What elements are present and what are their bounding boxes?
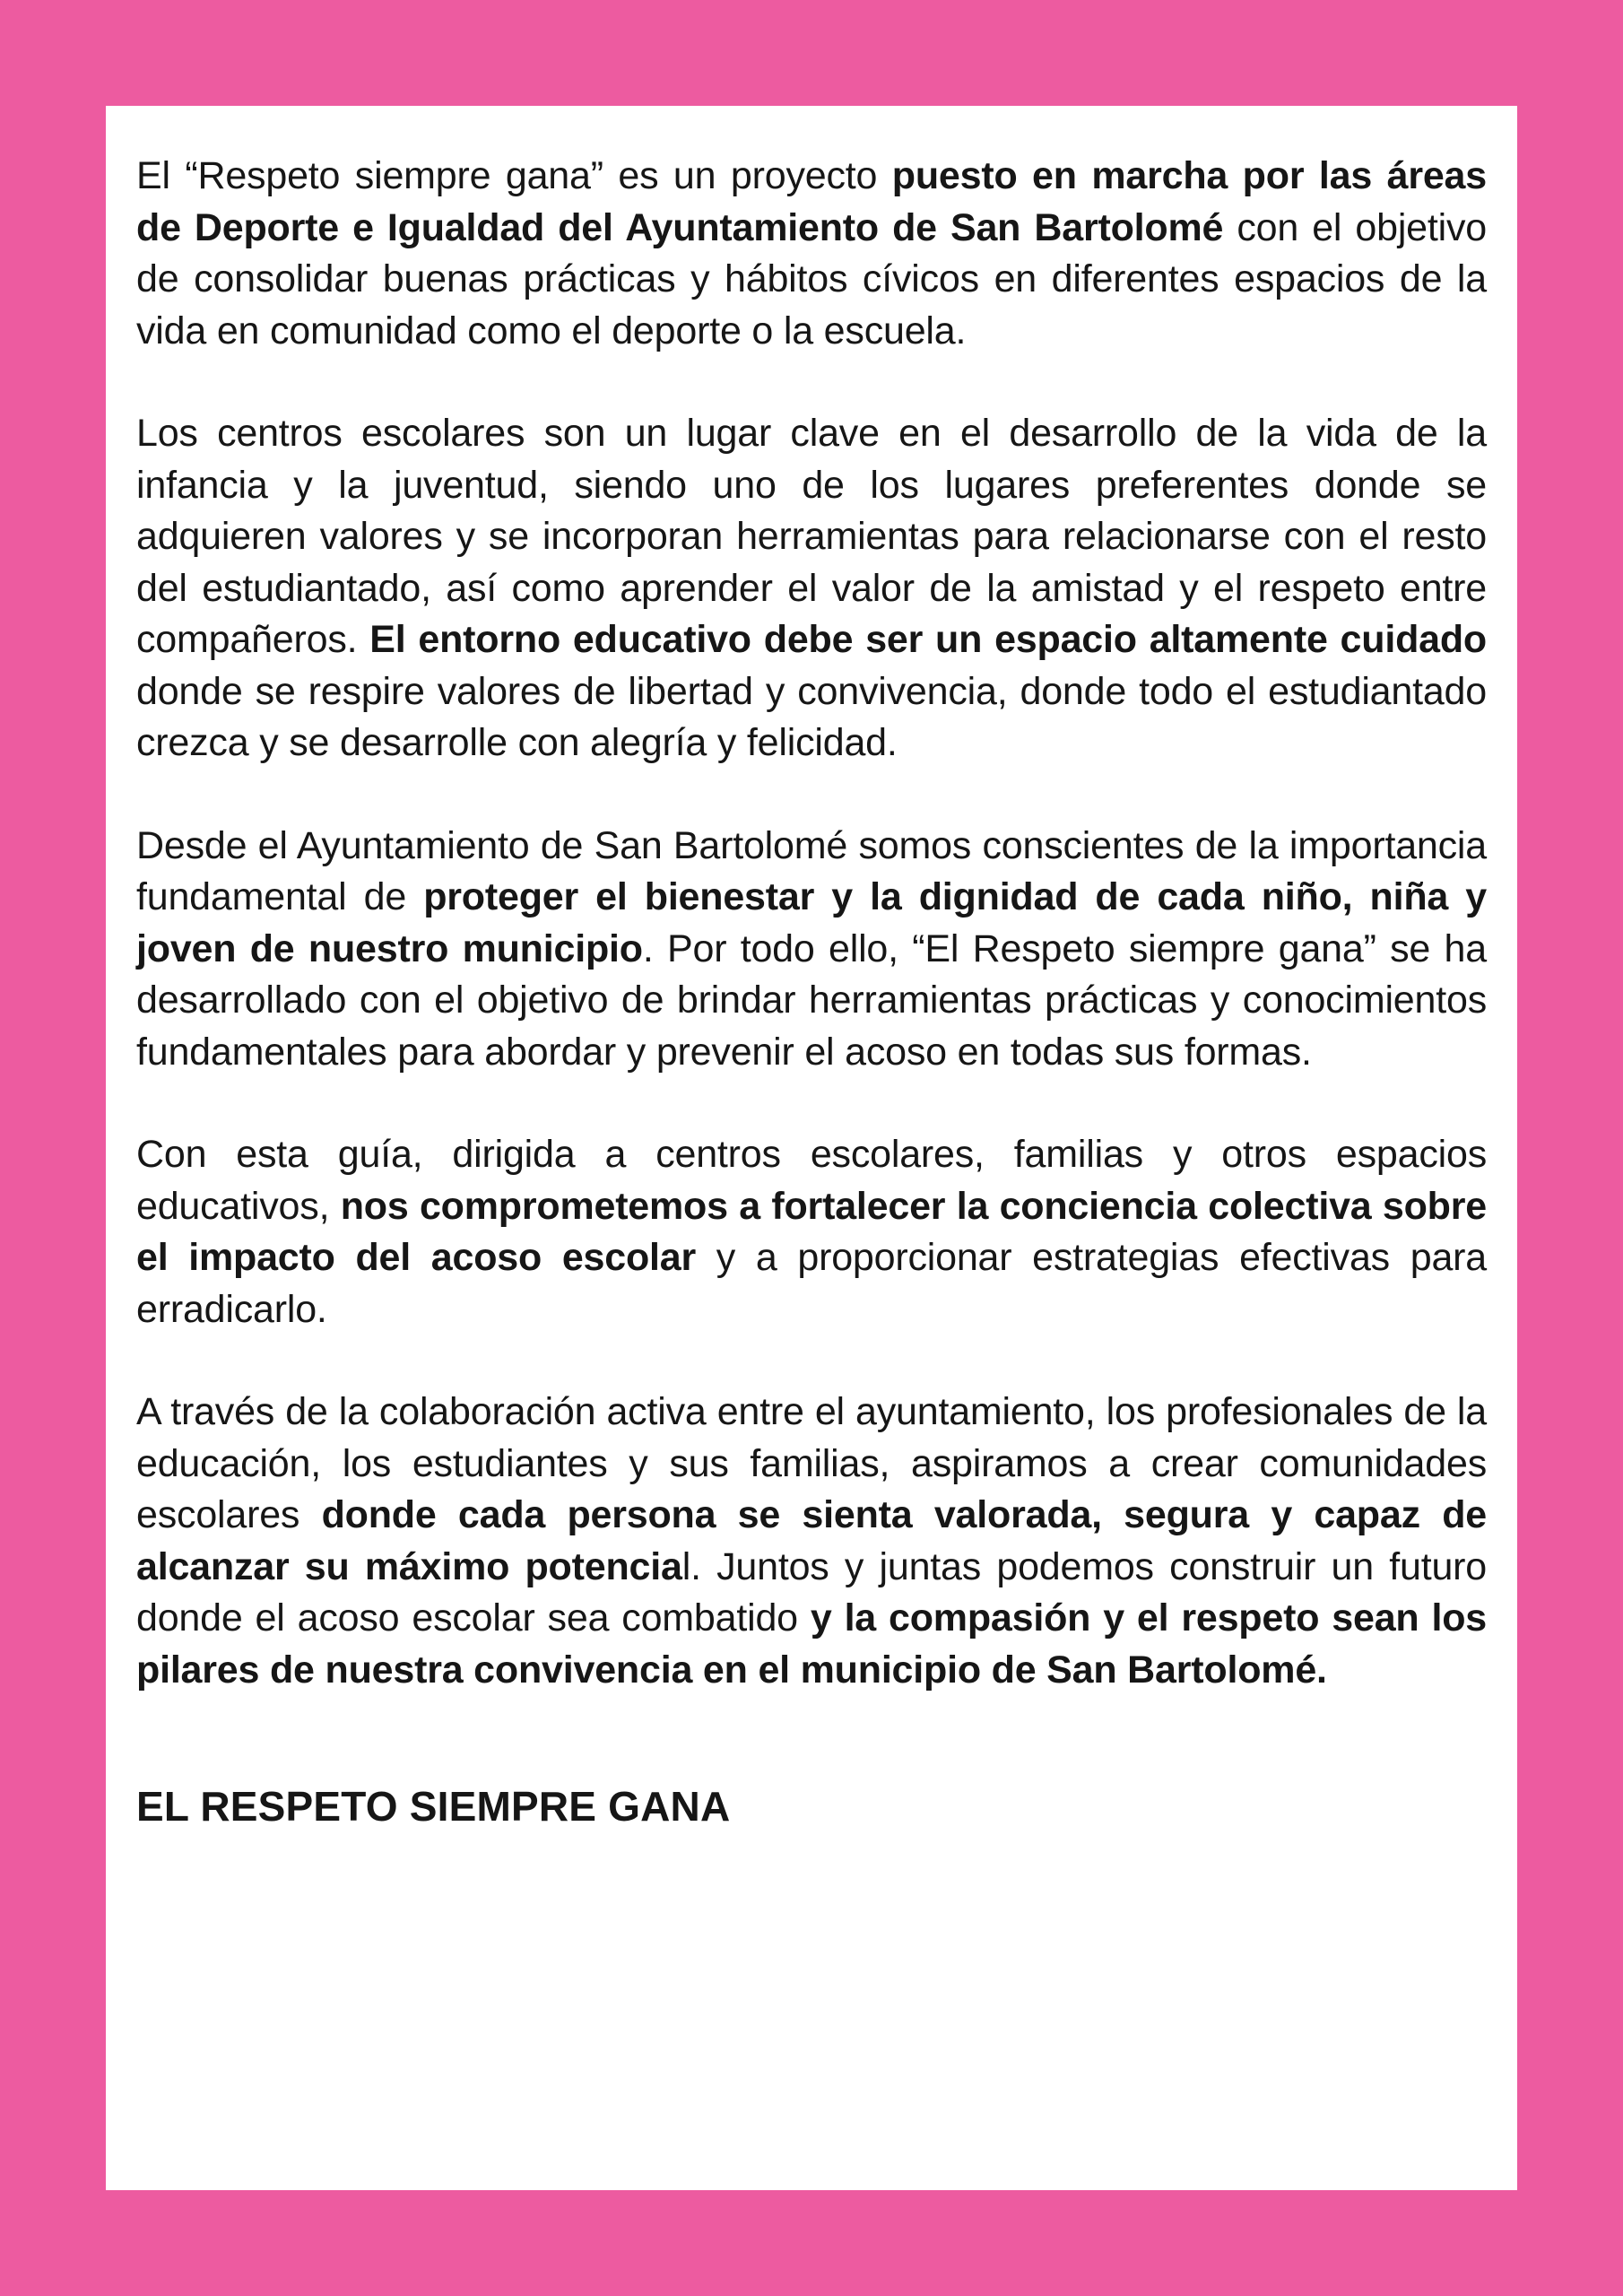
text-run: donde se respire valores de libertad y convivencia, donde todo el estudiantado crezca y se desarrolle con alegría y felicidad. (136, 669, 1487, 764)
bold-text-run: puesto en marcha por las áreas de Deporte e Igualdad del Ayuntamiento de San Bartolomé (136, 154, 1487, 249)
bold-text-run: donde cada persona se sienta valorada, segura y capaz de alcanzar su máximo potencia (136, 1493, 1488, 1588)
closing-title: EL RESPETO SIEMPRE GANA (136, 1783, 731, 1830)
text-run: con el objetivo de consolidar buenas prácticas y hábitos cívicos en diferentes espacios de la vida en comunidad como el deporte o la escuela. (136, 205, 1488, 352)
paragraph (136, 1387, 1487, 1696)
text-run: Con esta guía, dirigida a centros escolares, familias y otros espacios educativos, (136, 1133, 1487, 1228)
paragraph (136, 151, 1487, 357)
text-run: y a proporcionar estrategias efectivas para erradicarlo. (136, 1236, 1487, 1331)
text-run: l. Juntos y juntas podemos construir un futuro donde el acoso escolar sea combatido (136, 1544, 1488, 1639)
text-run: A través de la colaboración activa entre el ayuntamiento, los profesionales de la educación, los estudiantes y sus familias, aspiramos a crear comunidades escolares (136, 1390, 1487, 1536)
text-run: El “Respeto siempre gana” es un proyecto (136, 154, 892, 197)
text-run: Los centros escolares son un lugar clave en el desarrollo de la vida de la infancia y la juventud, siendo uno de los lugares preferentes donde se adquieren valores y se incorporan herramientas para relacionarse con el resto del estudiantado, así como aprender el valor de la amistad y el respeto entre compañeros. (136, 412, 1487, 661)
text-run: . Por todo ello, “El Respeto siempre gana” se ha desarrollado con el objetivo de brindar herramientas prácticas y conocimientos fundamentales para abordar y prevenir el acoso en todas sus formas. (136, 926, 1487, 1074)
document-page (106, 106, 1517, 2190)
bold-text-run: El entorno educativo debe ser un espacio altamente cuidado (369, 618, 1487, 661)
paragraph (136, 1129, 1487, 1335)
bold-text-run: y la compasión y el respeto sean los pilares de nuestra convivencia en el municipio de San Bartolomé. (136, 1596, 1487, 1692)
bold-text-run: proteger el bienestar y la dignidad de cada niño, niña y joven de nuestro municipio (136, 875, 1487, 970)
text-run: Desde el Ayuntamiento de San Bartolomé somos conscientes de la importancia fundamental de (136, 823, 1487, 918)
paragraph (136, 408, 1487, 770)
paragraph-list (136, 151, 1487, 1696)
bold-text-run: nos comprometemos a fortalecer la conciencia colectiva sobre el impacto del acoso escolar (136, 1184, 1487, 1279)
paragraph (136, 821, 1487, 1079)
